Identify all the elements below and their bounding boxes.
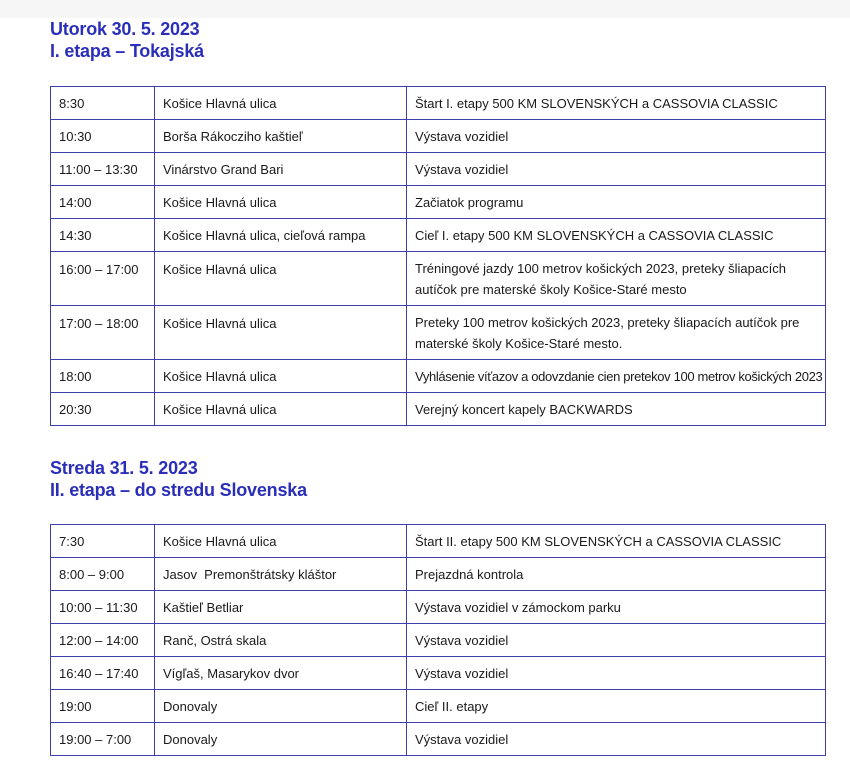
time-cell: 8:00 – 9:00 (51, 558, 155, 591)
stage-title: II. etapa – do stredu Slovenska (50, 480, 307, 500)
time-cell: 11:00 – 13:30 (51, 153, 155, 186)
time-cell: 10:00 – 11:30 (51, 591, 155, 624)
table-row (51, 624, 826, 657)
table-row (51, 657, 826, 690)
place-cell: Košice Hlavná ulica (155, 186, 407, 219)
place-cell: Košice Hlavná ulica (155, 393, 407, 426)
table-row (51, 219, 826, 252)
table-row (51, 153, 826, 186)
event-cell: Cieľ II. etapy (407, 690, 826, 723)
day-date-title: Utorok 30. 5. 2023 (50, 19, 200, 39)
place-cell: Borša Rákocziho kaštieľ (155, 120, 407, 153)
event-cell: Výstava vozidiel (407, 153, 826, 186)
table-row (51, 306, 826, 360)
event-cell: Preteky 100 metrov košických 2023, preteky šliapacích autíčok pre materské školy Košice-Staré mesto. (407, 306, 826, 360)
place-cell: Košice Hlavná ulica (155, 360, 407, 393)
time-cell: 14:30 (51, 219, 155, 252)
event-cell: Výstava vozidiel (407, 120, 826, 153)
day-heading-1 (50, 18, 204, 62)
time-cell: 19:00 (51, 690, 155, 723)
event-cell: Verejný koncert kapely BACKWARDS (407, 393, 826, 426)
event-cell: Výstava vozidiel (407, 657, 826, 690)
time-cell: 14:00 (51, 186, 155, 219)
top-strip (0, 0, 850, 18)
place-cell: Košice Hlavná ulica (155, 525, 407, 558)
time-cell: 20:30 (51, 393, 155, 426)
place-cell: Donovaly (155, 723, 407, 756)
time-cell: 16:00 – 17:00 (51, 252, 155, 306)
time-cell: 17:00 – 18:00 (51, 306, 155, 360)
place-cell: Košice Hlavná ulica, cieľová rampa (155, 219, 407, 252)
schedule-table-day1 (50, 86, 826, 426)
place-cell: Kaštieľ Betliar (155, 591, 407, 624)
time-cell: 7:30 (51, 525, 155, 558)
table-row (51, 591, 826, 624)
event-cell: Cieľ I. etapy 500 KM SLOVENSKÝCH a CASSOVIA CLASSIC (407, 219, 826, 252)
event-cell: Začiatok programu (407, 186, 826, 219)
table-row (51, 87, 826, 120)
event-cell: Tréningové jazdy 100 metrov košických 2023, preteky šliapacích autíčok pre materské školy Košice-Staré mesto (407, 252, 826, 306)
table-row (51, 558, 826, 591)
event-cell: Štart II. etapy 500 KM SLOVENSKÝCH a CASSOVIA CLASSIC (407, 525, 826, 558)
table-row (51, 252, 826, 306)
place-cell: Ranč, Ostrá skala (155, 624, 407, 657)
event-cell: Výstava vozidiel v zámockom parku (407, 591, 826, 624)
place-cell: Košice Hlavná ulica (155, 252, 407, 306)
table-row (51, 525, 826, 558)
time-cell: 16:40 – 17:40 (51, 657, 155, 690)
day-heading-2 (50, 457, 307, 501)
place-cell: Vinárstvo Grand Bari (155, 153, 407, 186)
place-cell: Košice Hlavná ulica (155, 87, 407, 120)
table-row (51, 393, 826, 426)
day-date-title: Streda 31. 5. 2023 (50, 458, 198, 478)
table-row (51, 690, 826, 723)
time-cell: 18:00 (51, 360, 155, 393)
time-cell: 12:00 – 14:00 (51, 624, 155, 657)
event-cell: Výstava vozidiel (407, 624, 826, 657)
event-cell: Štart I. etapy 500 KM SLOVENSKÝCH a CASSOVIA CLASSIC (407, 87, 826, 120)
time-cell: 8:30 (51, 87, 155, 120)
table-row (51, 723, 826, 756)
event-cell: Výstava vozidiel (407, 723, 826, 756)
stage-title: I. etapa – Tokajská (50, 41, 204, 61)
schedule-table-day2 (50, 524, 826, 756)
table-row (51, 360, 826, 393)
place-cell: Jasov Premonštrátsky kláštor (155, 558, 407, 591)
time-cell: 10:30 (51, 120, 155, 153)
event-cell: Vyhlásenie víťazov a odovzdanie cien pretekov 100 metrov košických 2023 (407, 360, 826, 393)
table-row (51, 186, 826, 219)
place-cell: Košice Hlavná ulica (155, 306, 407, 360)
time-cell: 19:00 – 7:00 (51, 723, 155, 756)
table-row (51, 120, 826, 153)
place-cell: Vígľaš, Masarykov dvor (155, 657, 407, 690)
event-cell: Prejazdná kontrola (407, 558, 826, 591)
place-cell: Donovaly (155, 690, 407, 723)
